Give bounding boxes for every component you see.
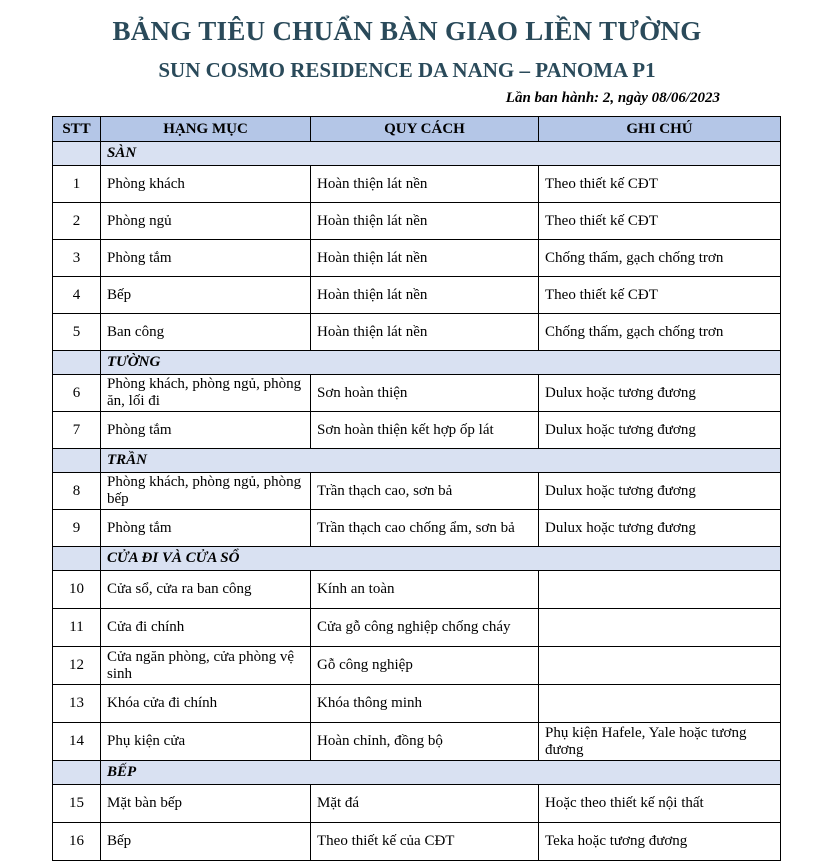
stt-cell: 3 — [53, 240, 101, 277]
spec-cell: Hoàn thiện lát nền — [311, 240, 539, 277]
spec-table — [52, 116, 781, 861]
note-cell — [539, 685, 781, 723]
note-cell — [539, 571, 781, 609]
spec-cell: Khóa thông minh — [311, 685, 539, 723]
stt-cell: 7 — [53, 412, 101, 449]
spec-cell: Trần thạch cao chống ẩm, sơn bả — [311, 510, 539, 547]
table-row — [53, 785, 781, 823]
section-title: TRẦN — [101, 449, 781, 473]
document-subtitle: SUN COSMO RESIDENCE DA NANG – PANOMA P1 — [158, 58, 656, 82]
spec-cell: Kính an toàn — [311, 571, 539, 609]
issue-info: Lần ban hành: 2, ngày 08/06/2023 — [505, 90, 720, 106]
stt-cell: 11 — [53, 609, 101, 647]
table-row — [53, 240, 781, 277]
stt-cell: 1 — [53, 166, 101, 203]
note-cell: Theo thiết kế CĐT — [539, 277, 781, 314]
stt-cell: 4 — [53, 277, 101, 314]
item-cell: Phòng tắm — [101, 510, 311, 547]
item-cell: Ban công — [101, 314, 311, 351]
stt-cell: 12 — [53, 647, 101, 685]
section-stt-cell — [53, 547, 101, 571]
note-cell: Teka hoặc tương đương — [539, 823, 781, 861]
stt-cell: 9 — [53, 510, 101, 547]
table-row — [53, 412, 781, 449]
table-header-row — [53, 117, 781, 142]
spec-cell: Sơn hoàn thiện kết hợp ốp lát — [311, 412, 539, 449]
note-cell: Theo thiết kế CĐT — [539, 203, 781, 240]
item-cell: Bếp — [101, 823, 311, 861]
item-cell: Cửa đi chính — [101, 609, 311, 647]
table-row — [53, 685, 781, 723]
spec-cell: Theo thiết kế của CĐT — [311, 823, 539, 861]
section-title: BẾP — [101, 761, 781, 785]
stt-cell: 5 — [53, 314, 101, 351]
note-cell: Dulux hoặc tương đương — [539, 412, 781, 449]
spec-cell: Hoàn thiện lát nền — [311, 166, 539, 203]
spec-cell: Gỗ công nghiệp — [311, 647, 539, 685]
column-header-note: GHI CHÚ — [539, 117, 781, 142]
note-cell: Chống thấm, gạch chống trơn — [539, 240, 781, 277]
section-row — [53, 142, 781, 166]
table-row — [53, 647, 781, 685]
table-row — [53, 203, 781, 240]
table-row — [53, 166, 781, 203]
note-cell — [539, 609, 781, 647]
section-stt-cell — [53, 449, 101, 473]
stt-cell: 13 — [53, 685, 101, 723]
stt-cell: 16 — [53, 823, 101, 861]
section-stt-cell — [53, 351, 101, 375]
spec-cell: Hoàn thiện lát nền — [311, 203, 539, 240]
item-cell: Cửa sổ, cửa ra ban công — [101, 571, 311, 609]
section-row — [53, 547, 781, 571]
section-title: CỬA ĐI VÀ CỬA SỔ — [101, 547, 781, 571]
stt-cell: 2 — [53, 203, 101, 240]
column-header-item: HẠNG MỤC — [101, 117, 311, 142]
note-cell: Hoặc theo thiết kế nội thất — [539, 785, 781, 823]
note-cell: Dulux hoặc tương đương — [539, 473, 781, 510]
stt-cell: 6 — [53, 375, 101, 412]
item-cell: Bếp — [101, 277, 311, 314]
item-cell: Cửa ngăn phòng, cửa phòng vệ sinh — [101, 647, 311, 685]
section-stt-cell — [53, 142, 101, 166]
note-cell — [539, 647, 781, 685]
table-row — [53, 823, 781, 861]
spec-cell: Hoàn thiện lát nền — [311, 314, 539, 351]
spec-cell: Hoàn thiện lát nền — [311, 277, 539, 314]
item-cell: Phòng tắm — [101, 412, 311, 449]
spec-cell: Cửa gỗ công nghiệp chống cháy — [311, 609, 539, 647]
spec-cell: Sơn hoàn thiện — [311, 375, 539, 412]
item-cell: Mặt bàn bếp — [101, 785, 311, 823]
note-cell: Theo thiết kế CĐT — [539, 166, 781, 203]
table-row — [53, 571, 781, 609]
table-row — [53, 510, 781, 547]
document-title: BẢNG TIÊU CHUẨN BÀN GIAO LIỀN TƯỜNG — [112, 16, 702, 46]
column-header-spec: QUY CÁCH — [311, 117, 539, 142]
item-cell: Phụ kiện cửa — [101, 723, 311, 761]
stt-cell: 15 — [53, 785, 101, 823]
section-row — [53, 449, 781, 473]
item-cell: Phòng ngủ — [101, 203, 311, 240]
note-cell: Chống thấm, gạch chống trơn — [539, 314, 781, 351]
section-title: TƯỜNG — [101, 351, 781, 375]
stt-cell: 10 — [53, 571, 101, 609]
item-cell: Phòng khách, phòng ngủ, phòng ăn, lối đi — [101, 375, 311, 412]
item-cell: Phòng tắm — [101, 240, 311, 277]
section-row — [53, 761, 781, 785]
table-row — [53, 277, 781, 314]
note-cell: Dulux hoặc tương đương — [539, 510, 781, 547]
table-row — [53, 609, 781, 647]
table-row — [53, 473, 781, 510]
table-row — [53, 375, 781, 412]
item-cell: Phòng khách — [101, 166, 311, 203]
section-title: SÀN — [101, 142, 781, 166]
section-row — [53, 351, 781, 375]
spec-cell: Hoàn chỉnh, đồng bộ — [311, 723, 539, 761]
column-header-stt: STT — [53, 117, 101, 142]
spec-cell: Trần thạch cao, sơn bả — [311, 473, 539, 510]
table-row — [53, 314, 781, 351]
stt-cell: 8 — [53, 473, 101, 510]
spec-cell: Mặt đá — [311, 785, 539, 823]
table-body — [53, 142, 781, 861]
item-cell: Khóa cửa đi chính — [101, 685, 311, 723]
table-row — [53, 723, 781, 761]
note-cell: Phụ kiện Hafele, Yale hoặc tương đương — [539, 723, 781, 761]
stt-cell: 14 — [53, 723, 101, 761]
item-cell: Phòng khách, phòng ngủ, phòng bếp — [101, 473, 311, 510]
section-stt-cell — [53, 761, 101, 785]
note-cell: Dulux hoặc tương đương — [539, 375, 781, 412]
